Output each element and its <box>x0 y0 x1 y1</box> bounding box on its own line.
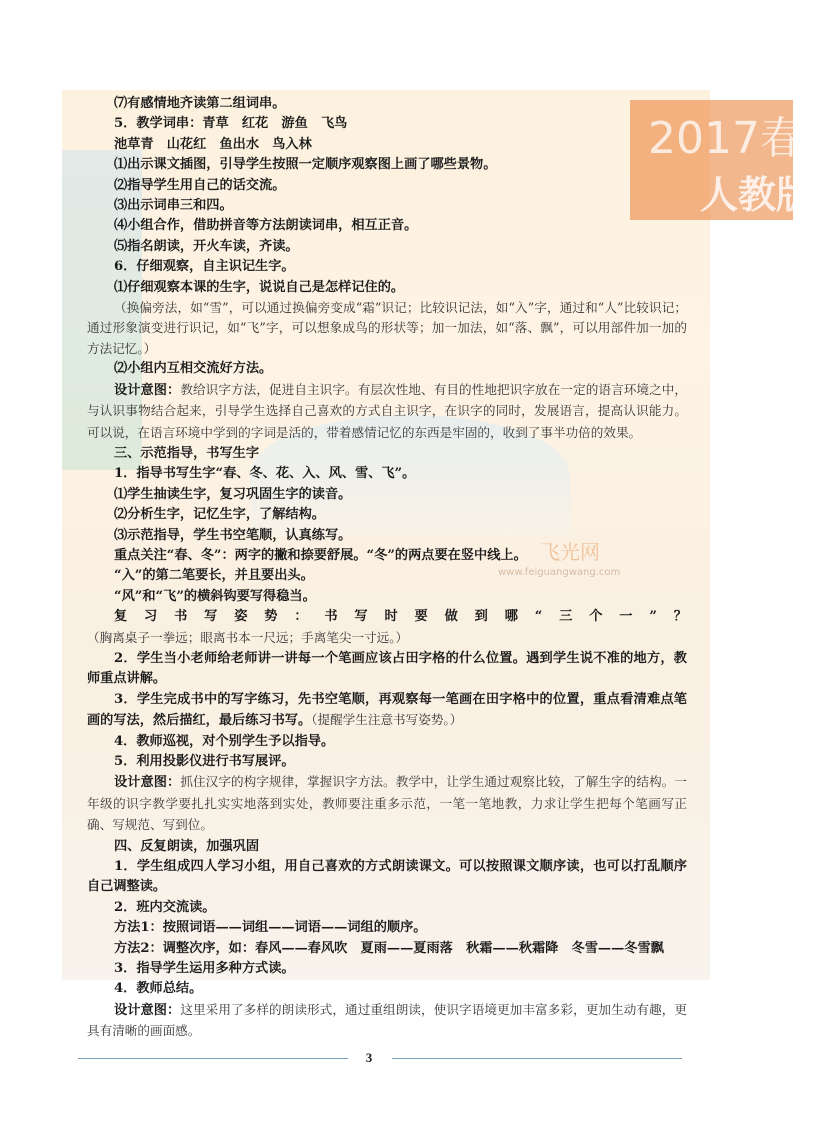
paragraph: ⑵小组内互相交流好方法。 <box>114 361 273 377</box>
paragraph: 2．班内交流读。 <box>114 899 216 915</box>
paragraph: 2．学生当小老师给老师讲一讲每一个笔画应该占田字格的什么位置。遇到学生说不准的地方，教师重点讲解。 <box>87 650 687 687</box>
design-intent-text: 抓住汉字的构字规律，掌握识字方法。教学中，让学生通过观察比较，了解生字的结构。一年级的识字教学要扎扎实实地落到实处，教师要注重多示范，一笔一笔地教，力求让学生把每个笔画写正确、写规范、写到位。 <box>87 774 688 833</box>
paragraph: 5．利用投影仪进行书写展评。 <box>114 754 295 769</box>
paragraph: ⑴出示课文插图，引导学生按照一定顺序观察图上画了哪些景物。 <box>114 157 497 173</box>
paragraph: 池草青 山花红 鱼出水 鸟入林 <box>114 136 312 152</box>
paragraph: ⑴仔细观察本课的生字，说说自己是怎样记住的。 <box>114 279 405 295</box>
paragraph: ⑵分析生字，记忆生字，了解结构。 <box>114 507 325 523</box>
paragraph: ⑶示范指导，学生书空笔顺，认真练写。 <box>114 527 352 543</box>
design-intent-text: 教给识字方法，促进自主识字。有层次性地、有目的性地把识字放在一定的语言环境之中，与认识事物结合起来，引导学生选择自己喜欢的方式自主识字，在识字的同时，发展语言，提高认识能力。可以说，在语言环境中学到的字词是活的，带着感情记忆的东西是牢固的，收到了事半功倍的效果。 <box>87 381 688 440</box>
design-intent-label: 设计意图： <box>114 1002 181 1018</box>
paragraph: 方法2：调整次序，如：春风——春风吹 夏雨——夏雨落 秋霜——秋霜降 冬雪——冬雪飘 <box>114 940 664 956</box>
watermark-year: 2017春 <box>648 113 804 164</box>
paragraph: 3．指导学生运用多种方式读。 <box>114 961 295 977</box>
paragraph-note: （胸离桌子一拳远；眼离书本一尺远；手离笔尖一寸远。） <box>87 629 409 645</box>
paragraph: （换偏旁法，如“雪”，可以通过换偏旁变成“霜”识记；比较识记法，如“入”字，通过和“人”比较识记；通过形象演变进行识记，如“飞”字，可以想象成鸟的形状等；加一加法，如“落、飘”，可以用部件加一加的方法记忆。） <box>87 300 687 356</box>
paragraph: 四、反复朗读，加强巩固 <box>114 838 260 854</box>
watermark-publisher: 人教版 <box>700 173 814 217</box>
paragraph: 5．教学词串：青草 红花 游鱼 飞鸟 <box>114 116 348 132</box>
paragraph: 1．学生组成四人学习小组，用自己喜欢的方式朗读课文。可以按照课文顺序读，也可以打乱顺序自己调整读。 <box>87 859 687 895</box>
paragraph-main: 复习书写姿势：书写时要做到哪“三个一”？ <box>114 609 687 625</box>
paragraph: 4．教师总结。 <box>114 981 203 997</box>
document-body <box>87 94 687 1043</box>
watermark-site-en: www.feiguangwang.com <box>498 567 621 578</box>
paragraph: ⑵指导学生用自己的话交流。 <box>114 177 286 193</box>
paragraph: ⑷小组合作，借助拼音等方法朗读词串，相互正音。 <box>114 218 418 234</box>
watermark-site-cn: 飞光网 <box>540 540 600 564</box>
paragraph-note: （提醒学生注意书写姿势。） <box>311 712 463 728</box>
paragraph: “入”的第二笔要长，并且要出头。 <box>114 568 314 584</box>
design-intent-text: 这里采用了多样的朗读形式，通过重组朗读，使识字语境更加丰富多彩，更加生动有趣，更具有清晰的画面感。 <box>87 1001 688 1039</box>
design-intent-paragraph <box>87 1000 687 1043</box>
paragraph: ⑸指名朗读，开火车读，齐读。 <box>114 238 299 254</box>
design-intent-label: 设计意图： <box>114 382 181 398</box>
paragraph: 6．仔细观察，自主识记生字。 <box>114 259 295 275</box>
paragraph <box>87 607 687 649</box>
paragraph-main: 3．学生完成书中的写字练习，先书空笔顺，再观察每一笔画在田字格中的位置，重点看清难点笔画的写法，然后描红，最后练习书写。 <box>87 691 687 729</box>
design-intent-label: 设计意图： <box>114 775 181 791</box>
footer-rule-left <box>78 1058 348 1059</box>
paragraph: 三、示范指导，书写生字 <box>114 445 260 461</box>
design-intent-paragraph <box>87 772 687 836</box>
paragraph: 4．教师巡视，对个别学生予以指导。 <box>114 733 335 749</box>
design-intent-paragraph <box>87 380 687 444</box>
paragraph: ⑴学生抽读生字，复习巩固生字的读音。 <box>114 486 352 502</box>
paragraph: 方法1：按照词语——词组——词语——词组的顺序。 <box>114 920 427 936</box>
paragraph: 重点关注“春、冬”：两字的撇和捺要舒展。“冬”的两点要在竖中线上。 <box>114 547 527 563</box>
page-number: 3 <box>365 1050 373 1065</box>
paragraph: ⑺有感情地齐读第二组词串。 <box>114 96 286 111</box>
footer-rule-right <box>392 1058 682 1059</box>
paragraph: 1．指导书写生字“春、冬、花、入、风、雪、飞”。 <box>114 466 416 482</box>
paragraph: ⑶出示词串三和四。 <box>114 198 233 214</box>
paragraph <box>87 690 687 732</box>
paragraph: “风”和“飞”的横斜钩要写得稳当。 <box>114 588 316 604</box>
